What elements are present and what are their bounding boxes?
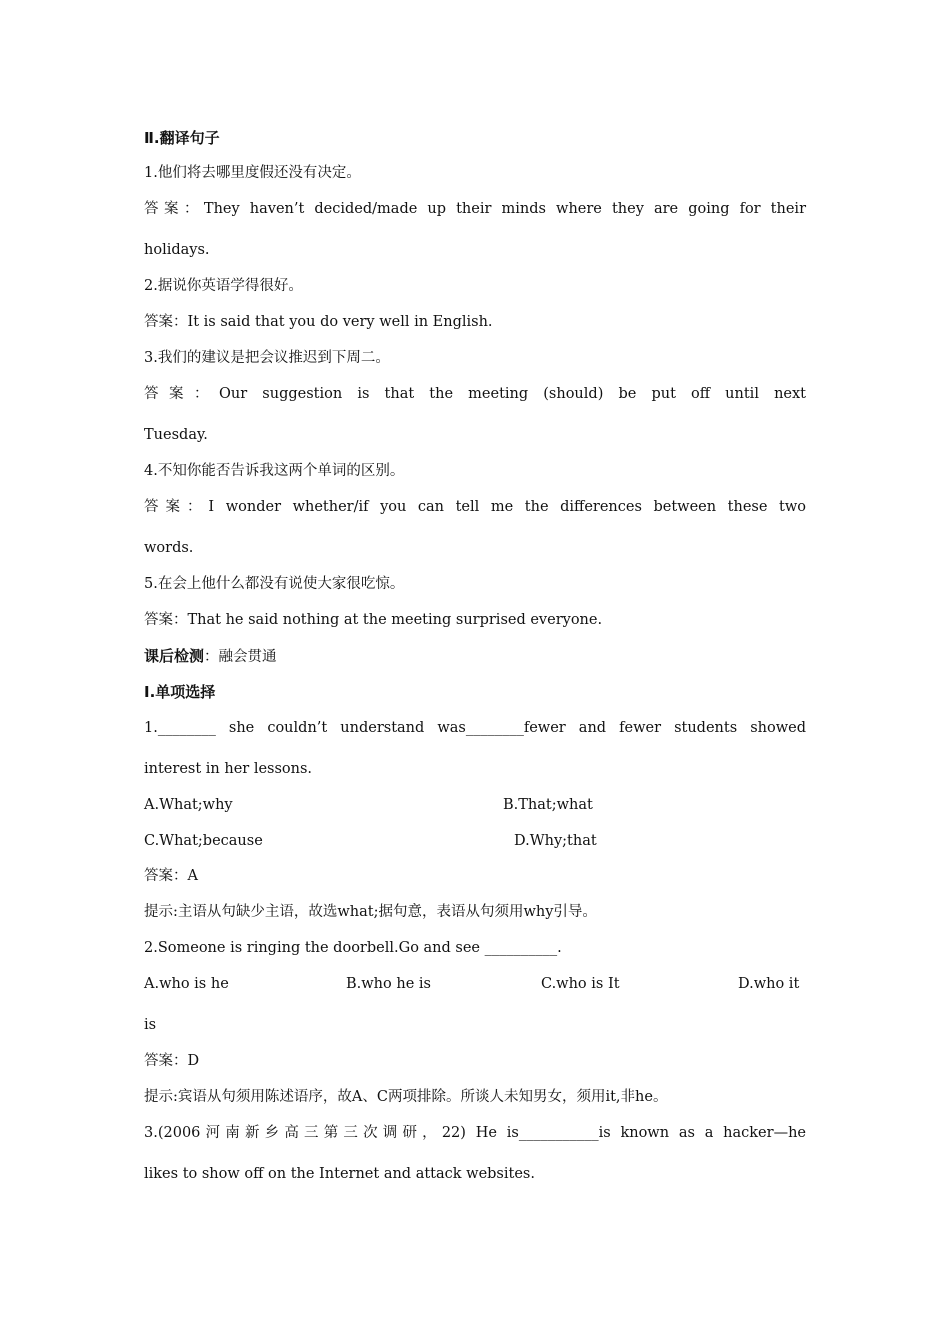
q2-option-c: C.who is It	[541, 976, 620, 992]
q2-answer: 答案：D	[144, 1053, 200, 1069]
q2-option-d: D.who it	[738, 976, 800, 992]
translation-answer-2: 答案：It is said that you do very well in English.	[144, 314, 493, 330]
translation-answer-4: 答案：I wonder whether/if you can tell me the differences between these two	[144, 499, 806, 515]
translation-question-5: 5.在会上他什么都没有说使大家很吃惊。	[144, 576, 405, 592]
choice-question-3-cont: likes to show off on the Internet and attack websites.	[144, 1166, 535, 1182]
q1-option-c: C.What;because	[144, 833, 263, 849]
translation-answer-1-cont: holidays.	[144, 242, 210, 258]
q2-option-d-cont: is	[144, 1017, 157, 1033]
after-class-label: 课后检测	[144, 647, 205, 665]
choice-question-3: 3.(2006河南新乡高三第三次调研，22) He is___________is known as a hacker—he	[144, 1125, 806, 1141]
q2-option-b: B.who he is	[346, 976, 431, 992]
q1-option-b: B.That;what	[503, 797, 593, 813]
choice-question-1-cont: interest in her lessons.	[144, 761, 313, 777]
translation-question-4: 4.不知你能否告诉我这两个单词的区别。	[144, 463, 405, 479]
section-heading-single-choice: Ⅰ.单项选择	[144, 683, 216, 701]
translation-answer-5: 答案：That he said nothing at the meeting surprised everyone.	[144, 612, 603, 628]
translation-answer-1: 答案：They haven’t decided/made up their minds where they are going for their	[144, 201, 806, 217]
choice-question-2: 2.Someone is ringing the doorbell.Go and see __________.	[144, 940, 562, 956]
q1-option-d: D.Why;that	[514, 833, 597, 849]
translation-answer-3-cont: Tuesday.	[144, 427, 208, 443]
q1-hint: 提示:主语从句缺少主语，故选what;据句意，表语从句须用why引导。	[144, 904, 597, 920]
choice-question-1: 1.________ she couldn’t understand was________fewer and fewer students showed	[144, 720, 806, 736]
q2-hint: 提示:宾语从句须用陈述语序，故A、C两项排除。所谈人未知男女，须用it,非he。	[144, 1089, 668, 1105]
q1-option-a: A.What;why	[144, 797, 233, 813]
translation-answer-4-cont: words.	[144, 540, 194, 556]
q1-answer: 答案：A	[144, 868, 198, 884]
translation-question-1: 1.他们将去哪里度假还没有决定。	[144, 165, 361, 181]
after-class-subtitle: ：融会贯通	[204, 649, 277, 665]
after-class-heading	[144, 646, 806, 667]
q2-option-a: A.who is he	[144, 976, 229, 992]
section-heading-translation: Ⅱ.翻译句子	[144, 129, 220, 147]
translation-question-2: 2.据说你英语学得很好。	[144, 278, 303, 294]
translation-answer-3: 答案：Our suggestion is that the meeting (should) be put off until next	[144, 386, 806, 402]
translation-question-3: 3.我们的建议是把会议推迟到下周二。	[144, 350, 390, 366]
